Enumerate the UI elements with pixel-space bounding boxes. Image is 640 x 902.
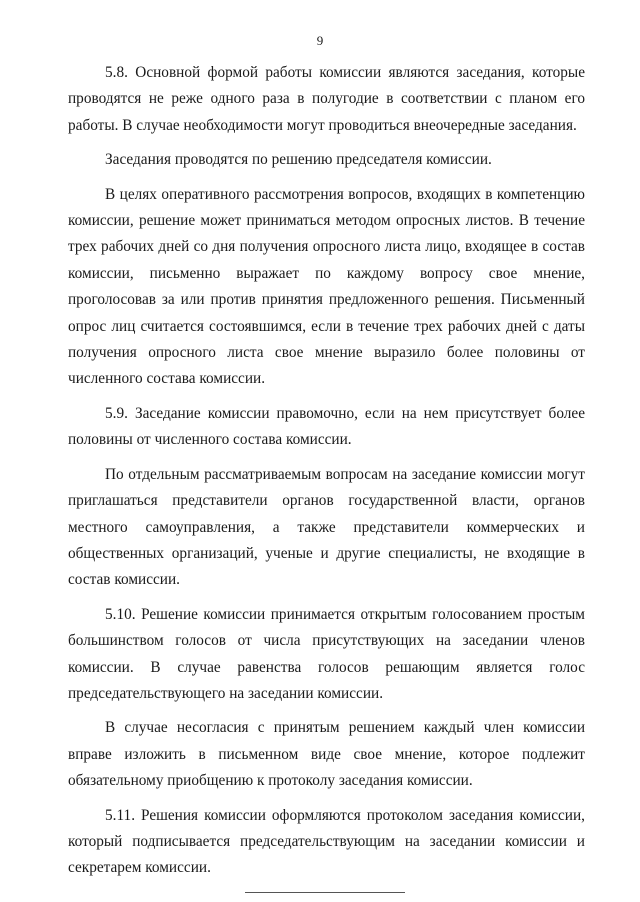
paragraph-5-9: 5.9. Заседание комиссии правомочно, если на нем присутствует более половины от численного состава комиссии.	[68, 404, 585, 449]
paragraph-questionnaire-method: В целях оперативного рассмотрения вопросов, входящих в компетенцию комиссии, решение может приниматься методом опросных листов. В течение трех рабочих дней со дня получения опросного листа лицо, входящее в состав комиссии, письменно выражает по каждому вопросу свое мнение, проголосовав за или против принятия предложенного решения. Письменный опрос лиц считается состоявшимся, если в течение трех рабочих дней с даты получения опросного листа свое мнение выразило более половины от численного состава комиссии.	[68, 185, 585, 388]
paragraph-5-10: 5.10. Решение комиссии принимается открытым голосованием простым большинством голосов от числа присутствующих на заседании членов комиссии. В случае равенства голосов решающим является голос председательствующего на заседании комиссии.	[68, 605, 585, 702]
paragraph-invited-participants: По отдельным рассматриваемым вопросам на заседание комиссии могут приглашаться представители органов государственной власти, органов местного самоуправления, а также представители коммерческих и общественных организаций, ученые и другие специалисты, не входящие в состав комиссии.	[68, 465, 585, 589]
document-body	[68, 60, 585, 890]
paragraph-5-8: 5.8. Основной формой работы комиссии являются заседания, которые проводятся не реже одного раза в полугодие в соответствии с планом его работы. В случае необходимости могут проводиться внеочередные заседания.	[68, 64, 585, 134]
page-number: 9	[316, 33, 324, 48]
paragraph-meetings-decision: Заседания проводятся по решению председателя комиссии.	[105, 151, 492, 169]
paragraph-dissenting-opinion: В случае несогласия с принятым решением каждый член комиссии вправе изложить в письменном виде свое мнение, которое подлежит обязательному приобщению к протоколу заседания комиссии.	[68, 719, 585, 790]
scan-edge-line	[245, 892, 405, 893]
paragraph-5-11: 5.11. Решения комиссии оформляются протоколом заседания комиссии, который подписывается председательствующим на заседании комиссии и секретарем комиссии.	[68, 806, 585, 877]
